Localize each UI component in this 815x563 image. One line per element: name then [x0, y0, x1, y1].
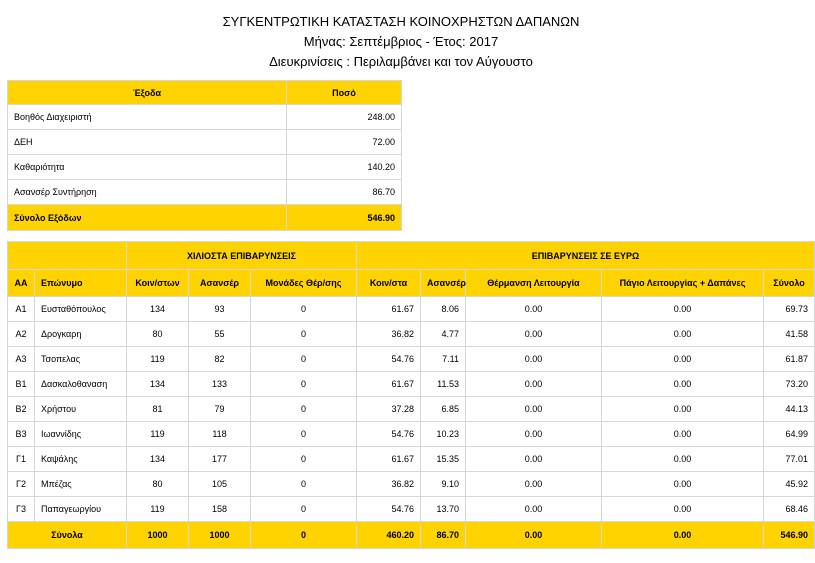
cell-aa: Γ2 — [8, 472, 35, 497]
report-notes: Διευκρινίσεις : Περιλαμβάνει και τον Αύγουστο — [269, 54, 533, 69]
report-period: Μήνας: Σεπτέμβριος - Έτος: 2017 — [303, 34, 499, 49]
cell-aa: Γ3 — [8, 497, 35, 522]
cell-lift-euros: 4.77 — [421, 322, 466, 347]
header-common-thousandths: Κοιν/στων — [127, 270, 189, 297]
cell-total: 68.46 — [764, 497, 815, 522]
cell-lift-euros: 11.53 — [421, 372, 466, 397]
expense-item: Καθαριότητα — [8, 155, 287, 180]
totals-fixed: 0.00 — [602, 522, 764, 549]
cell-lift-euros: 9.10 — [421, 472, 466, 497]
header-total: Σύνολο — [764, 270, 815, 297]
cell-common-euros: 36.82 — [357, 472, 421, 497]
cell-total: 64.99 — [764, 422, 815, 447]
cell-common-thousandths: 81 — [127, 397, 189, 422]
cell-total: 73.20 — [764, 372, 815, 397]
header-lift-euros: Ασανσέρ — [421, 270, 466, 297]
group-euros: ΕΠΙΒΑΡΥΝΣΕΙΣ ΣΕ ΕΥΡΩ — [357, 242, 815, 270]
cell-common-thousandths: 119 — [127, 347, 189, 372]
cell-lift-thousandths: 93 — [189, 297, 251, 322]
expenses-header-row — [8, 81, 402, 105]
cell-aa: Γ1 — [8, 447, 35, 472]
expense-item: Βοηθός Διαχειριστή — [8, 105, 287, 130]
cell-heating-units: 0 — [251, 397, 357, 422]
cell-total: 45.92 — [764, 472, 815, 497]
expenses-total-amount: 546.90 — [287, 205, 402, 231]
cell-lift-euros: 13.70 — [421, 497, 466, 522]
table-row — [8, 372, 815, 397]
header-aa: ΑΑ — [8, 270, 35, 297]
cell-aa: Α1 — [8, 297, 35, 322]
cell-lift-thousandths: 177 — [189, 447, 251, 472]
header-surname: Επώνυμο — [35, 270, 127, 297]
cell-heating-units: 0 — [251, 347, 357, 372]
cell-heating: 0.00 — [466, 497, 602, 522]
cell-heating-units: 0 — [251, 297, 357, 322]
cell-fixed: 0.00 — [602, 297, 764, 322]
header-common-euros: Κοιν/στα — [357, 270, 421, 297]
expense-amount: 72.00 — [287, 130, 402, 155]
table-row — [8, 447, 815, 472]
header-lift-thousandths: Ασανσέρ — [189, 270, 251, 297]
cell-common-euros: 37.28 — [357, 397, 421, 422]
group-thousandths: ΧΙΛΙΟΣΤΑ ΕΠΙΒΑΡΥΝΣΕΙΣ — [127, 242, 357, 270]
totals-label: Σύνολα — [8, 522, 127, 549]
cell-heating-units: 0 — [251, 322, 357, 347]
expenses-table — [7, 80, 402, 231]
header-heating-units: Μονάδες Θέρ/σης — [251, 270, 357, 297]
cell-fixed: 0.00 — [602, 322, 764, 347]
charges-body — [8, 297, 815, 522]
cell-aa: Β3 — [8, 422, 35, 447]
cell-total: 61.87 — [764, 347, 815, 372]
cell-lift-thousandths: 133 — [189, 372, 251, 397]
cell-heating: 0.00 — [466, 422, 602, 447]
charges-totals-row — [8, 522, 815, 549]
cell-aa: Α2 — [8, 322, 35, 347]
cell-fixed: 0.00 — [602, 422, 764, 447]
cell-heating: 0.00 — [466, 472, 602, 497]
cell-aa: Α3 — [8, 347, 35, 372]
header-heating: Θέρμανση Λειτουργία — [466, 270, 602, 297]
charges-table — [7, 241, 815, 549]
cell-common-euros: 54.76 — [357, 422, 421, 447]
expense-row — [8, 180, 402, 205]
totals-total: 546.90 — [764, 522, 815, 549]
expense-amount: 248.00 — [287, 105, 402, 130]
cell-fixed: 0.00 — [602, 447, 764, 472]
expense-amount: 140.20 — [287, 155, 402, 180]
cell-surname: Χρήστου — [35, 397, 127, 422]
totals-common-thousandths: 1000 — [127, 522, 189, 549]
cell-surname: Παπαγεωργίου — [35, 497, 127, 522]
table-row — [8, 472, 815, 497]
cell-heating-units: 0 — [251, 372, 357, 397]
cell-lift-euros: 10.23 — [421, 422, 466, 447]
cell-common-thousandths: 80 — [127, 322, 189, 347]
cell-fixed: 0.00 — [602, 397, 764, 422]
cell-heating: 0.00 — [466, 347, 602, 372]
cell-lift-euros: 7.11 — [421, 347, 466, 372]
cell-common-thousandths: 119 — [127, 497, 189, 522]
cell-heating: 0.00 — [466, 397, 602, 422]
cell-heating: 0.00 — [466, 372, 602, 397]
totals-lift-euros: 86.70 — [421, 522, 466, 549]
expenses-header-item: Έξοδα — [8, 81, 287, 105]
cell-heating: 0.00 — [466, 322, 602, 347]
totals-common-euros: 460.20 — [357, 522, 421, 549]
cell-common-euros: 61.67 — [357, 297, 421, 322]
cell-heating-units: 0 — [251, 422, 357, 447]
cell-surname: Ιωαννίδης — [35, 422, 127, 447]
cell-fixed: 0.00 — [602, 347, 764, 372]
table-row — [8, 347, 815, 372]
totals-lift-thousandths: 1000 — [189, 522, 251, 549]
cell-lift-thousandths: 158 — [189, 497, 251, 522]
cell-aa: Β2 — [8, 397, 35, 422]
table-row — [8, 322, 815, 347]
expenses-header-amount: Ποσό — [287, 81, 402, 105]
cell-common-thousandths: 119 — [127, 422, 189, 447]
cell-total: 41.58 — [764, 322, 815, 347]
cell-common-euros: 54.76 — [357, 347, 421, 372]
cell-common-thousandths: 134 — [127, 447, 189, 472]
cell-surname: Καψάλης — [35, 447, 127, 472]
expense-amount: 86.70 — [287, 180, 402, 205]
cell-lift-thousandths: 55 — [189, 322, 251, 347]
cell-lift-thousandths: 82 — [189, 347, 251, 372]
table-row — [8, 497, 815, 522]
cell-heating-units: 0 — [251, 497, 357, 522]
cell-total: 44.13 — [764, 397, 815, 422]
table-row — [8, 297, 815, 322]
totals-heating: 0.00 — [466, 522, 602, 549]
cell-common-thousandths: 134 — [127, 297, 189, 322]
totals-heating-units: 0 — [251, 522, 357, 549]
charges-header-row — [8, 270, 815, 297]
cell-common-euros: 61.67 — [357, 372, 421, 397]
cell-heating: 0.00 — [466, 297, 602, 322]
cell-surname: Μπέζας — [35, 472, 127, 497]
cell-heating-units: 0 — [251, 447, 357, 472]
cell-lift-euros: 6.85 — [421, 397, 466, 422]
report-title: ΣΥΓΚΕΝΤΡΩΤΙΚΗ ΚΑΤΑΣΤΑΣΗ ΚΟΙΝΟΧΡΗΣΤΩΝ ΔΑΠΑΝΩΝ — [222, 14, 580, 29]
expense-row — [8, 155, 402, 180]
group-spacer — [8, 242, 127, 270]
cell-total: 77.01 — [764, 447, 815, 472]
cell-lift-euros: 8.06 — [421, 297, 466, 322]
cell-surname: Δρογκαρη — [35, 322, 127, 347]
expense-row — [8, 105, 402, 130]
expense-item: Ασανσέρ Συντήρηση — [8, 180, 287, 205]
cell-surname: Δασκαλοθαναση — [35, 372, 127, 397]
header-fixed: Πάγιο Λειτουργίας + Δαπάνες — [602, 270, 764, 297]
cell-total: 69.73 — [764, 297, 815, 322]
cell-lift-thousandths: 105 — [189, 472, 251, 497]
cell-fixed: 0.00 — [602, 372, 764, 397]
table-row — [8, 422, 815, 447]
cell-common-euros: 54.76 — [357, 497, 421, 522]
cell-surname: Ευσταθόπουλος — [35, 297, 127, 322]
cell-fixed: 0.00 — [602, 472, 764, 497]
cell-lift-thousandths: 79 — [189, 397, 251, 422]
expenses-total-row — [8, 205, 402, 231]
table-row — [8, 397, 815, 422]
cell-lift-euros: 15.35 — [421, 447, 466, 472]
report-header — [0, 12, 802, 72]
cell-fixed: 0.00 — [602, 497, 764, 522]
cell-heating-units: 0 — [251, 472, 357, 497]
expense-item: ΔΕΗ — [8, 130, 287, 155]
expense-row — [8, 130, 402, 155]
cell-aa: Β1 — [8, 372, 35, 397]
cell-common-euros: 36.82 — [357, 322, 421, 347]
cell-common-thousandths: 134 — [127, 372, 189, 397]
cell-common-thousandths: 80 — [127, 472, 189, 497]
cell-lift-thousandths: 118 — [189, 422, 251, 447]
cell-common-euros: 61.67 — [357, 447, 421, 472]
cell-surname: Τσοπελας — [35, 347, 127, 372]
expenses-total-label: Σύνολο Εξόδων — [8, 205, 287, 231]
cell-heating: 0.00 — [466, 447, 602, 472]
charges-group-row — [8, 242, 815, 270]
